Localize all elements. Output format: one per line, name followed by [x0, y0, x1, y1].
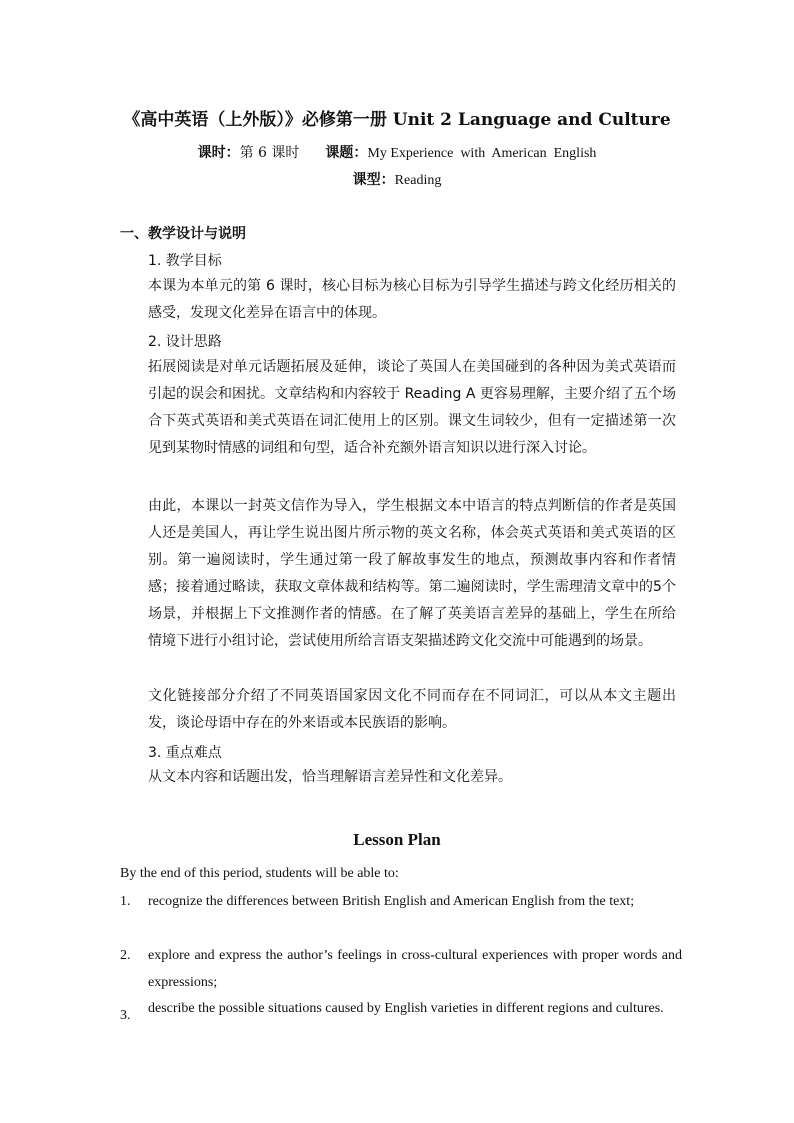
period-value: 第 6 课时: [239, 145, 300, 161]
lesson-plan-title: Lesson Plan: [353, 830, 441, 849]
objective-text: explore and express the author’s feelings in cross-cultural experiences with proper words and expressions;: [148, 948, 682, 990]
paragraph-procedure: [120, 493, 676, 655]
subheading-key-points: 3. 重点难点: [148, 745, 222, 761]
objective-item: [120, 1001, 682, 1023]
type-value: Reading: [394, 173, 442, 188]
type-label: 课型：: [352, 172, 395, 188]
topic-label: 课题：: [325, 145, 368, 161]
paragraph-design: [120, 354, 676, 462]
paragraph-goals-text: 本课为本单元的第 6 课时，核心目标为核心目标为引导学生描述与跨文化经历相关的感受，发现文化差异在语言中的体现。: [148, 278, 676, 321]
paragraph-goals: [120, 273, 676, 327]
paragraph-key-points-text: 从文本内容和话题出发，恰当理解语言差异性和文化差异。: [148, 769, 512, 785]
subheading-goals: 1. 教学目标: [148, 253, 222, 269]
paragraph-key-points: [120, 764, 676, 791]
meta-line-2: [0, 169, 794, 189]
lesson-plan-intro: By the end of this period, students will be able to:: [120, 866, 399, 881]
subheading-design: 2. 设计思路: [148, 334, 222, 350]
objective-text: describe the possible situations caused by English varieties in different regions and cultures.: [148, 1001, 664, 1016]
paragraph-culture-link-text: 文化链接部分介绍了不同英语国家因文化不同而存在不同词汇，可以从本文主题出发，谈论母语中存在的外来语或本民族语的影响。: [148, 688, 676, 731]
paragraph-design-text: 拓展阅读是对单元话题拓展及延伸，谈论了英国人在美国碰到的各种因为美式英语而引起的误会和困扰。文章结构和内容较于 Reading A 更容易理解，主要介绍了五个场合下英式英语和美式英语在词汇使用上的区别。课文生词较少，但有一定描述第一次见到某物时情感的词组和句型，适合补充额外语言知识以进行深入讨论。: [148, 359, 676, 456]
paragraph-procedure-text: 由此，本课以一封英文信作为导入，学生根据文本中语言的特点判断信的作者是英国人还是美国人，再让学生说出图片所示物的英文名称，体会英式英语和美式英语的区别。第一遍阅读时，学生通过第一段了解故事发生的地点，预测故事内容和作者情感；接着通过略读，获取文章体裁和结构等。第二遍阅读时，学生需理清文章中的5个场景，并根据上下文推测作者的情感。在了解了英美语言差异的基础上，学生在所给情境下进行小组讨论，尝试使用所给言语支架描述跨文化交流中可能遇到的场景。: [148, 498, 676, 649]
objective-item: [120, 942, 682, 996]
topic-value: My Experience with American English: [367, 146, 597, 161]
document-title: 《高中英语（上外版）》必修第一册 Unit 2 Language and Culture: [123, 110, 671, 130]
section-heading: 一、教学设计与说明: [120, 226, 246, 242]
paragraph-culture-link: [120, 683, 676, 737]
meta-line-1: [0, 142, 794, 162]
objective-number: 2.: [120, 948, 131, 963]
objective-item: [120, 888, 682, 915]
objective-text: recognize the differences between British English and American English from the text;: [148, 894, 635, 909]
period-label: 课时：: [197, 145, 240, 161]
objective-number: 3.: [120, 1008, 131, 1023]
objective-number: 1.: [120, 894, 131, 909]
